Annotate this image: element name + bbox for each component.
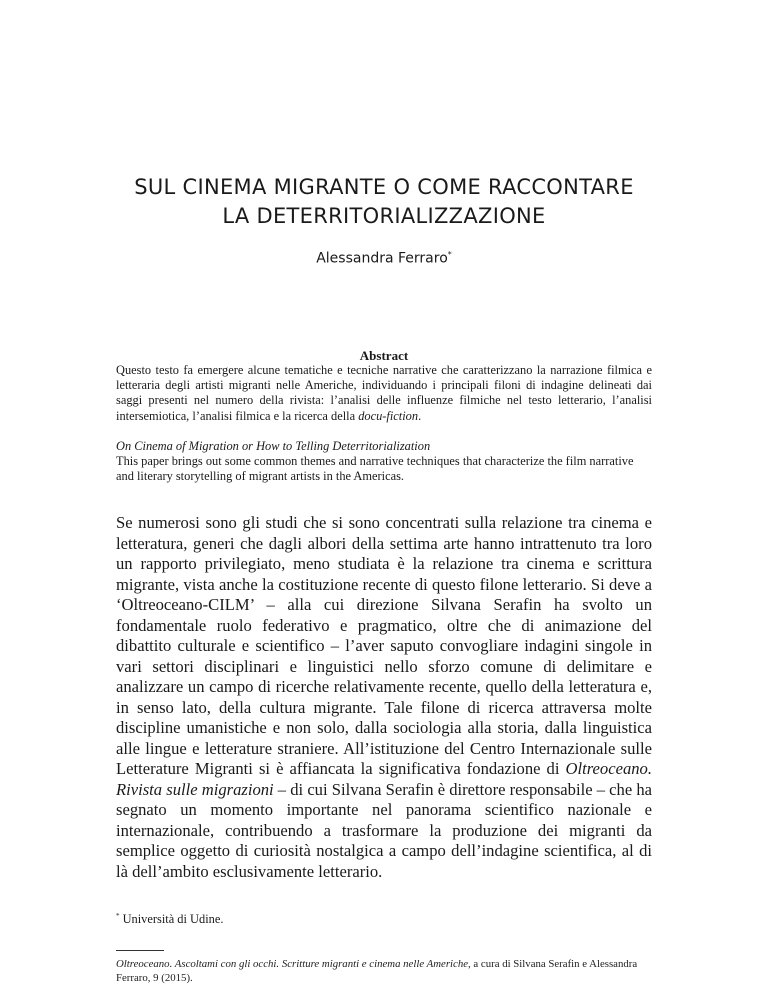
abstract-heading: Abstract — [359, 348, 409, 363]
affiliation-footnote — [116, 912, 652, 927]
author-name: Alessandra Ferraro — [316, 250, 448, 267]
body-text-part2: – di cui Silvana Serafin è direttore responsabile – che ha segnato un momento importante nel panorama scientifico nazionale e internazionale, contribuendo a trasformare la produzione dei migranti da semplice oggetto di curiosità nostalgica a campo dell’indagine scientifica, al di là dell’ambito esclusivamente letterario. — [116, 779, 652, 881]
journal-title: Oltreoceano. Ascoltami con gli occhi. Scritture migranti e cinema nelle Americhe — [116, 958, 469, 970]
abstract-text-part1: Questo testo fa emergere alcune tematiche e tecniche narrative che caratterizzano la narrazione filmica e letteraria degli artisti migranti nelle Americhe, individuando i principali filoni di indagine delineati dai saggi presenti nel numero della rivista: l’analisi delle influenze filmiche nel testo letterario, l’analisi intersemiotica, l’analisi filmica e la ricerca della — [116, 363, 652, 423]
author-footnote-mark: * — [447, 250, 452, 259]
english-abstract — [116, 439, 652, 485]
abstract-text — [116, 363, 652, 424]
title-line-2: LA DETERRITORIALIZZAZIONE — [222, 204, 546, 228]
body-journal-title: Oltreoceano. Rivista sulle migrazioni — [116, 759, 652, 799]
journal-details: , a cura di Silvana Serafin e Alessandra Ferraro, 9 (2015). — [116, 958, 638, 984]
footnote-mark: * — [116, 912, 120, 920]
abstract-text-part2: . — [418, 408, 422, 423]
article-title — [0, 173, 768, 231]
body-text-part1: Se numerosi sono gli studi che si sono concentrati sulla relazione tra cinema e letteratura, generi che dagli albori della settima arte hanno intrattenuto tra loro un rapporto privilegiato, meno studiata è la relazione tra cinema e scrittura migrante, vista anche la costituzione recente di questo filone letterario. Si deve a ‘Oltreoceano-CILM’ – alla cui direzione Silvana Serafin ha svolto un fondamentale ruolo federativo e pragmatico, oltre che di animazione del dibattito culturale e scientifico – l’aver saputo convogliare indagini singole in vari settori disciplinari e linguistici nello sforzo comune di delimitare e analizzare un campo di ricerche relativamente recente, quello della letteratura e, in senso lato, della cultura migrante. Tale filone di ricerca attraversa molte discipline umanistiche e non solo, dalla sociologia alla storia, dalla linguistica alle lingue e letterature straniere. All’istituzione del Centro Internazionale sulle Letterature Migranti si è affiancata la significativa fondazione di — [116, 513, 652, 778]
english-title: On Cinema of Migration or How to Telling Deterritorialization — [116, 439, 431, 453]
body-paragraph — [116, 513, 652, 882]
abstract-italic-term: docu-fiction — [358, 408, 419, 423]
english-abstract-text: This paper brings out some common themes and narrative techniques that characterize the film narrative and literary storytelling of migrant artists in the Americas. — [116, 454, 634, 484]
footnote-text: Università di Udine. — [119, 912, 224, 927]
footnote-separator — [116, 950, 164, 951]
journal-citation — [116, 957, 652, 985]
title-line-1: SUL CINEMA MIGRANTE O COME RACCONTARE — [134, 175, 634, 199]
author-line — [0, 250, 768, 267]
